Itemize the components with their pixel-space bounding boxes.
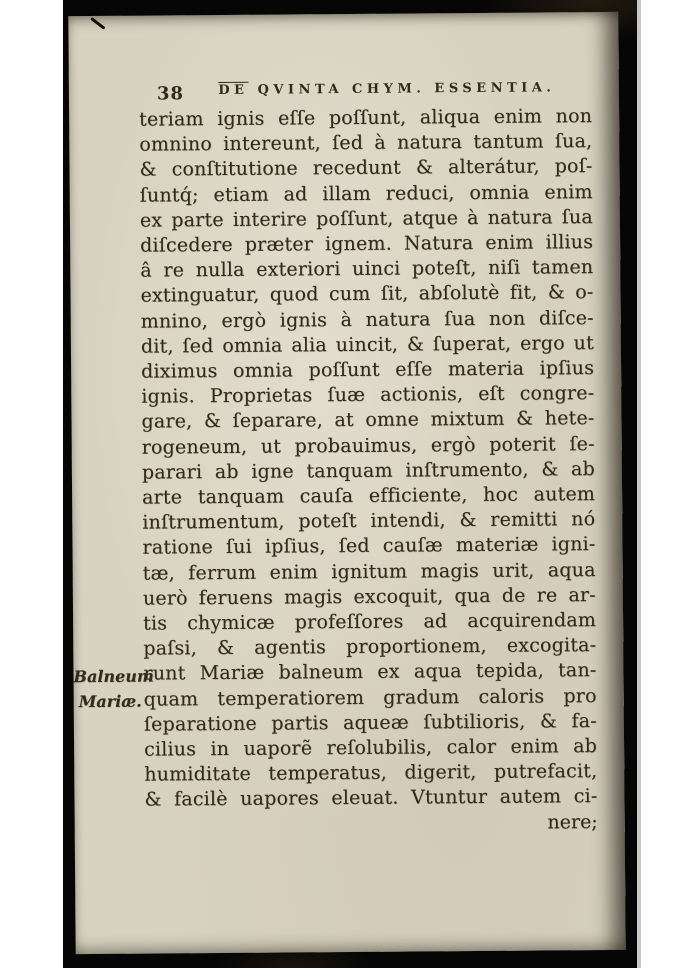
text-line: â re nulla exteriori uinci poteſt, niſi tamen bbox=[140, 256, 594, 282]
body-text bbox=[139, 104, 598, 813]
text-line: tæ, ferrum enim ignitum magis urit, aqua bbox=[142, 558, 596, 585]
text-line: & conſtitutione recedunt & alterátur, poſ- bbox=[139, 155, 593, 182]
text-line: diximus omnia poſſunt eſſe materia ipſius bbox=[141, 357, 595, 383]
margin-note bbox=[73, 664, 154, 715]
running-title-prefix: $\overline{DE}$ bbox=[218, 82, 249, 98]
catchword: nere; bbox=[547, 811, 598, 834]
text-line: ignis. Proprietas ſuæ actionis, eſt congre- bbox=[141, 382, 595, 408]
text-line: rogeneum, ut probauimus, ergò poterit ſe- bbox=[141, 432, 595, 459]
text-line: teriam ignis eſſe poſſunt, aliqua enim non bbox=[139, 105, 593, 131]
text-line: omnino intereunt, ſed à natura tantum ſua, bbox=[139, 130, 593, 156]
margin-note-line: Mariæ. bbox=[78, 691, 142, 712]
ink-mark bbox=[90, 17, 105, 30]
running-title-text: QVINTA CHYM. ESSENTIA. bbox=[257, 80, 556, 98]
text-line: diſcedere præter ignem. Natura enim illius bbox=[140, 231, 594, 257]
book-page bbox=[68, 12, 625, 954]
text-line: quam temperatiorem gradum caloris pro bbox=[143, 684, 597, 711]
page-number: 38 bbox=[156, 83, 185, 105]
text-line: runt Mariæ balneum ex aqua tepida, tan- bbox=[143, 659, 597, 686]
text-line: paſsi, & agentis proportionem, excogita- bbox=[143, 634, 597, 660]
text-line: extinguatur, quod cum ſit, abſolutè fit, & o- bbox=[140, 281, 594, 308]
text-line: & facilè uapores eleuat. Vtuntur autem ci- bbox=[144, 785, 598, 812]
text-line: dit, ſed omnia alia uincit, & ſuperat, ergo ut bbox=[140, 331, 594, 358]
text-line: ratione ſui ipſius, ſed cauſæ materiæ igni- bbox=[142, 533, 596, 560]
text-line: humiditate temperatus, digerit, putrefacit, bbox=[144, 760, 598, 786]
text-line: parari ab igne tanquam inſtrumento, & ab bbox=[141, 457, 595, 484]
scan-edge-strip bbox=[637, 0, 641, 968]
scan-background bbox=[63, 0, 637, 968]
text-line: cilius in uaporẽ reſolubilis, calor enim ab bbox=[144, 735, 598, 761]
text-line: ſuntq́; etiam ad illam reduci, omnia enim bbox=[139, 180, 593, 207]
text-line: inſtrumentum, poteſt intendi, & remitti nó bbox=[142, 508, 596, 534]
margin-note-line: Balneum bbox=[73, 666, 154, 687]
text-line: mnino, ergò ignis à natura ſua non diſce- bbox=[140, 306, 594, 333]
text-line: ſeparatione partis aqueæ ſubtilioris, & fa- bbox=[143, 709, 597, 736]
text-line: gare, & ſeparare, at omne mixtum & hete- bbox=[141, 407, 595, 434]
running-title bbox=[197, 80, 577, 98]
text-line: ex parte interire poſſunt, atque à natura ſua bbox=[139, 205, 594, 232]
text-line: uerò feruens magis excoquit, qua de re ar- bbox=[142, 583, 596, 610]
page-header bbox=[69, 80, 619, 105]
text-line: tis chymicæ profeſſores ad acquirendam bbox=[143, 609, 597, 635]
text-line: arte tanquam cauſa efficiente, hoc autem bbox=[142, 483, 596, 509]
